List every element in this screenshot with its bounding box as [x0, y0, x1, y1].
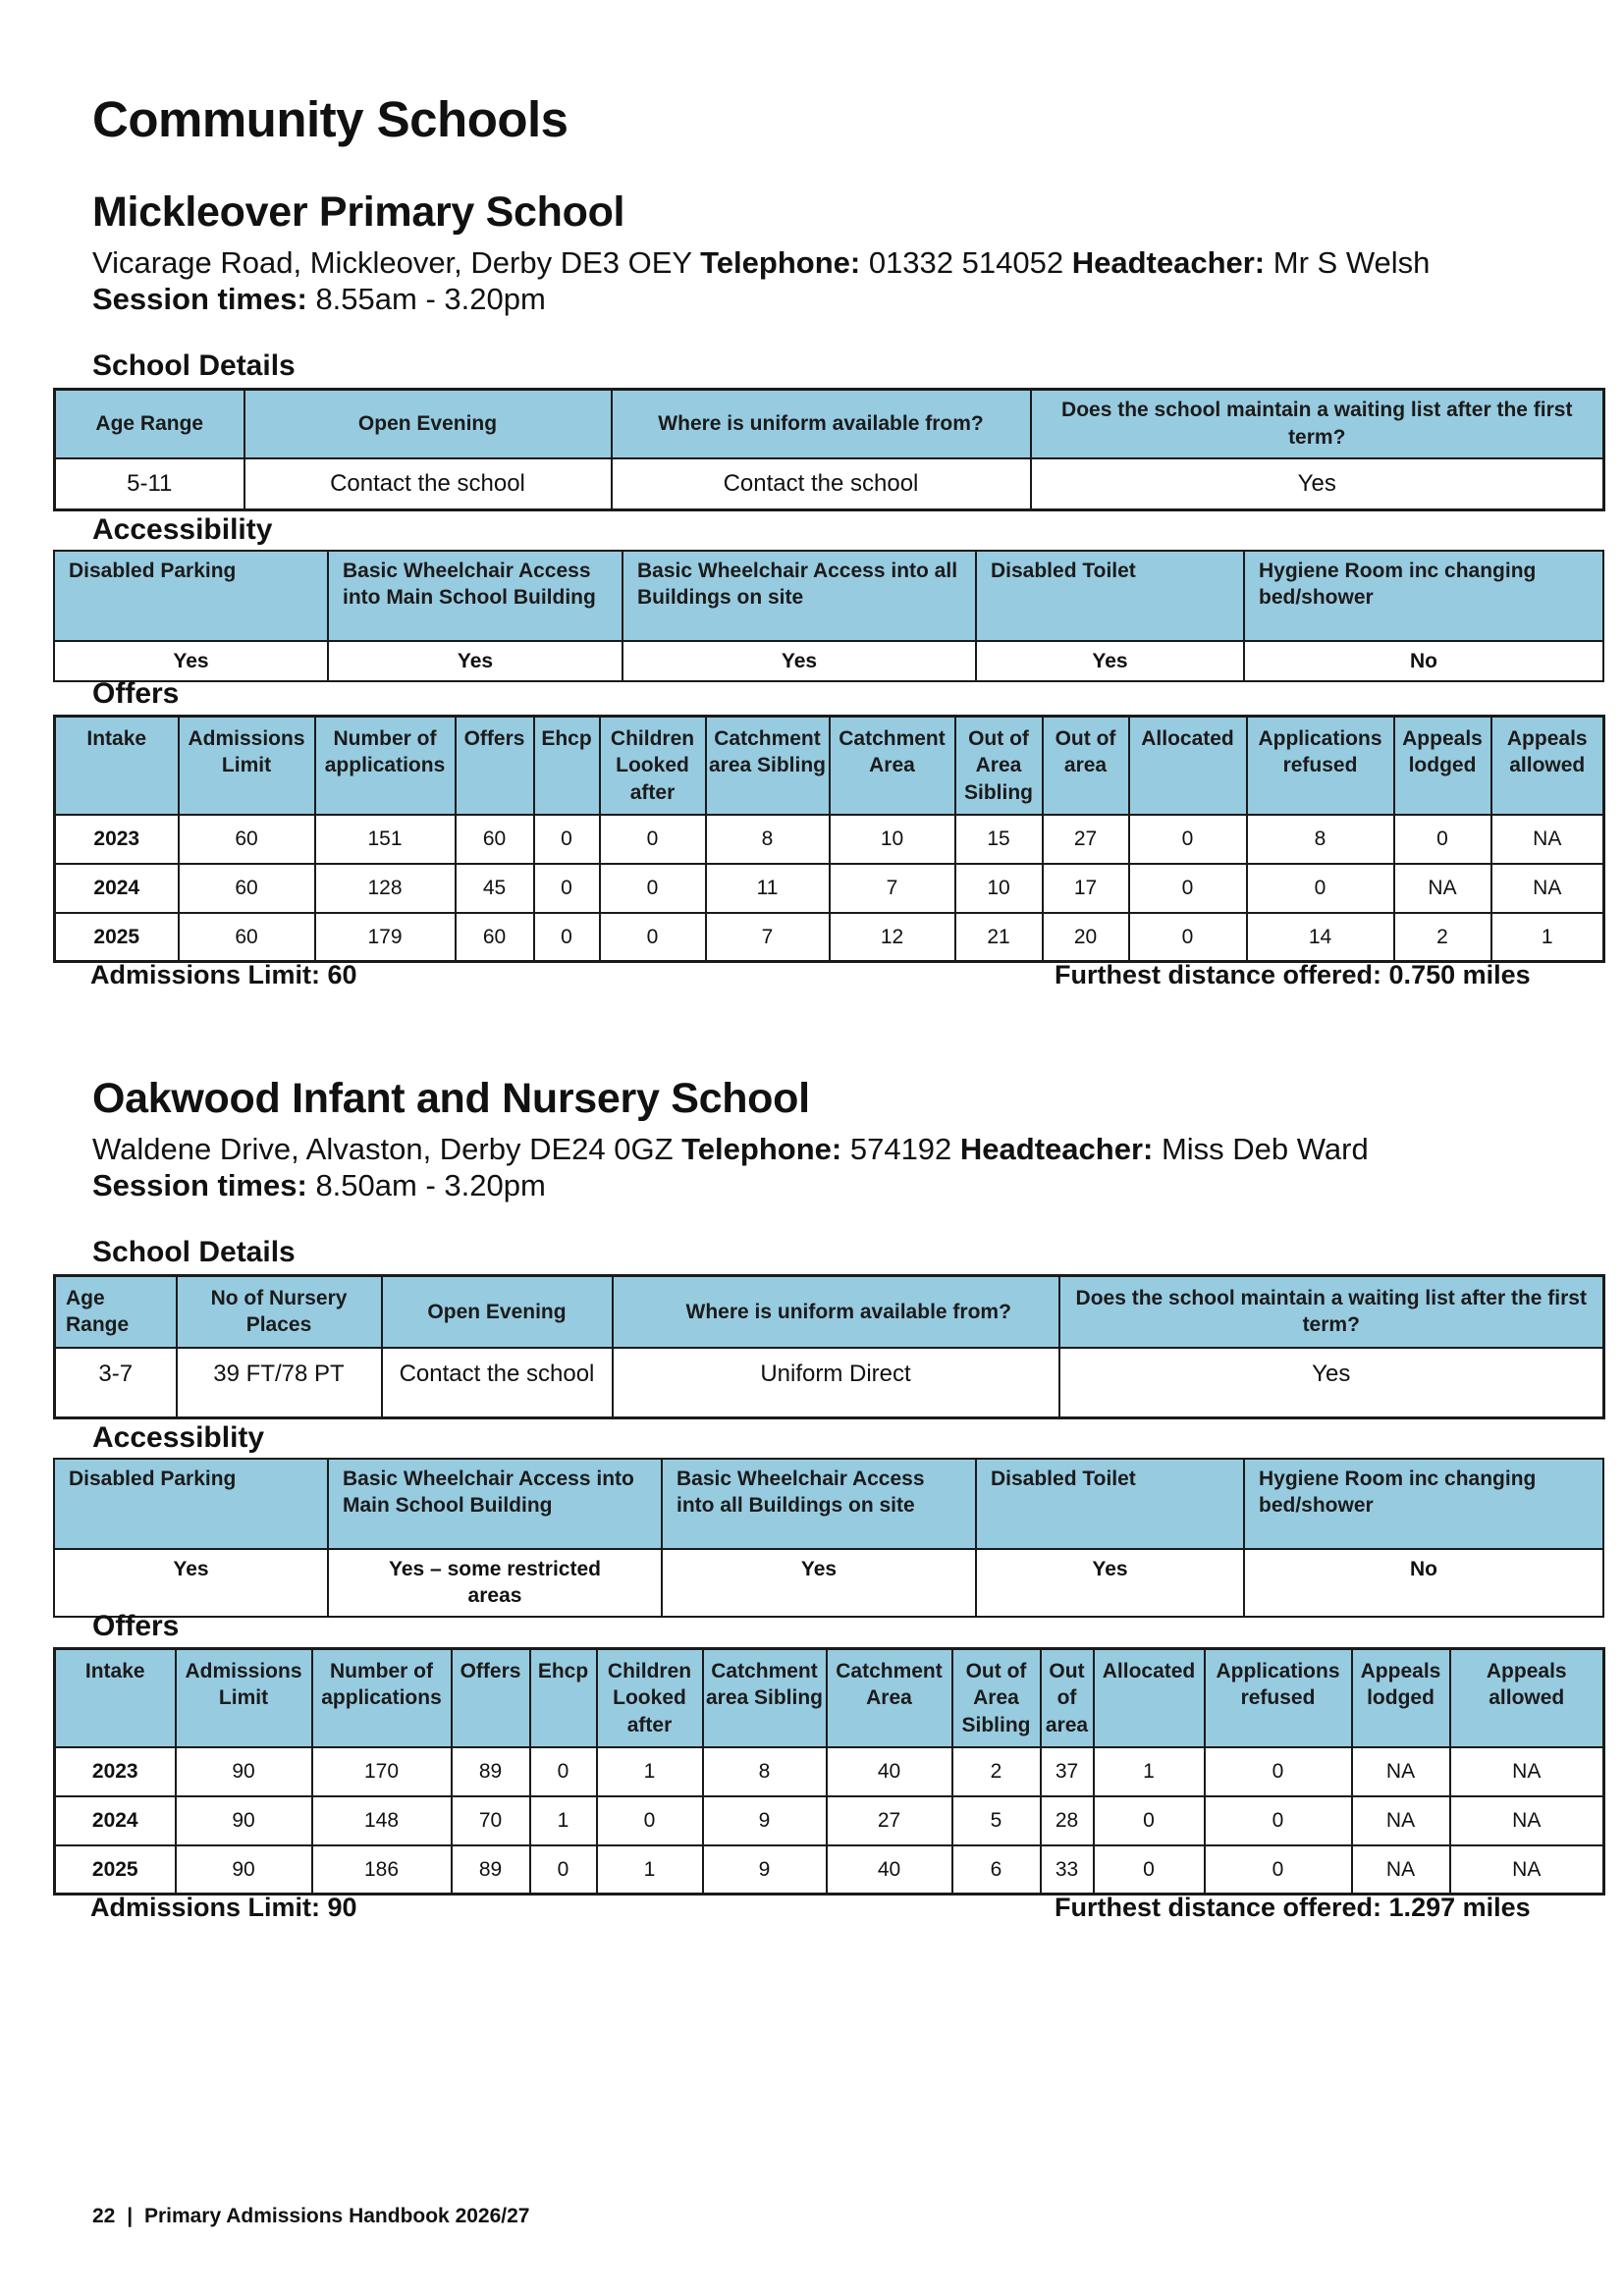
- details-value: Yes: [1059, 1348, 1604, 1418]
- offers-cell: 21: [955, 913, 1043, 962]
- offers-cell: 90: [176, 1796, 312, 1845]
- offers-cell: 0: [1205, 1796, 1352, 1845]
- offers-header: Appeals lodged: [1352, 1649, 1450, 1747]
- accessibility-value: Yes: [54, 641, 328, 681]
- offers-cell: 20: [1043, 913, 1129, 962]
- offers-heading: Offers: [92, 1610, 180, 1642]
- accessibility-header: Basic Wheelchair Access into all Buildings on site: [623, 551, 976, 641]
- offers-header-row: [55, 717, 1604, 815]
- offers-header: Allocated: [1094, 1649, 1205, 1747]
- offers-cell: 90: [176, 1747, 312, 1796]
- offers-header: Admissions Limit: [176, 1649, 312, 1747]
- offers-cell: 8: [703, 1747, 827, 1796]
- accessibility-value: Yes: [54, 1549, 328, 1617]
- accessibility-header: Disabled Parking: [54, 1459, 328, 1549]
- accessibility-header: Disabled Toilet: [976, 1459, 1244, 1549]
- offers-cell: 0: [530, 1845, 597, 1895]
- offers-header: Catchment area Sibling: [703, 1649, 827, 1747]
- offers-cell: 40: [827, 1747, 952, 1796]
- accessibility-heading: Accessiblity: [92, 1421, 265, 1454]
- session-times-line: [92, 282, 546, 317]
- offers-cell: 0: [1247, 864, 1394, 913]
- offers-cell: 151: [315, 815, 456, 864]
- furthest-distance: Furthest distance offered: 1.297 miles: [1055, 1893, 1531, 1922]
- school-contact-line: [92, 245, 1430, 281]
- offers-cell: 0: [534, 815, 600, 864]
- accessibility-header: Hygiene Room inc changing bed/shower: [1244, 1459, 1603, 1549]
- offers-cell: 27: [1043, 815, 1129, 864]
- accessibility-value: Yes: [976, 1549, 1244, 1617]
- accessibility-value: Yes: [976, 641, 1244, 681]
- offers-cell: 8: [706, 815, 830, 864]
- details-header: Does the school maintain a waiting list after the first term?: [1031, 390, 1604, 458]
- details-value: Contact the school: [382, 1348, 613, 1418]
- offers-cell: 7: [830, 864, 955, 913]
- offers-header: Children Looked after: [600, 717, 706, 815]
- school-details-heading: School Details: [92, 349, 296, 382]
- offers-cell: 10: [955, 864, 1043, 913]
- offers-cell: 12: [830, 913, 955, 962]
- offers-cell: 11: [706, 864, 830, 913]
- table-row: [55, 864, 1604, 913]
- school-name: Oakwood Infant and Nursery School: [92, 1075, 810, 1122]
- details-header: No of Nursery Places: [177, 1276, 382, 1348]
- accessibility-header: Basic Wheelchair Access into Main School Building: [328, 551, 623, 641]
- offers-cell: 2024: [55, 1796, 176, 1845]
- offers-cell: 0: [1094, 1845, 1205, 1895]
- offers-cell: 0: [1205, 1845, 1352, 1895]
- headteacher-label: Headteacher:: [959, 1132, 1154, 1166]
- school-contact-line: [92, 1132, 1369, 1167]
- offers-cell: 14: [1247, 913, 1394, 962]
- table-row: [55, 1796, 1604, 1845]
- offers-cell: 70: [452, 1796, 530, 1845]
- headteacher-name: Miss Deb Ward: [1161, 1132, 1369, 1166]
- offers-cell: 1: [1491, 913, 1604, 962]
- offers-header: Out of area: [1041, 1649, 1094, 1747]
- offers-header: Intake: [55, 1649, 176, 1747]
- school-address: Vicarage Road, Mickleover, Derby DE3 OEY: [92, 245, 692, 280]
- offers-header: Out of Area Sibling: [955, 717, 1043, 815]
- offers-cell: 128: [315, 864, 456, 913]
- offers-header-row: [55, 1649, 1604, 1747]
- offers-header: Admissions Limit: [179, 717, 315, 815]
- offers-cell: NA: [1352, 1796, 1450, 1845]
- offers-cell: 17: [1043, 864, 1129, 913]
- accessibility-value: Yes: [662, 1549, 976, 1617]
- offers-cell: 5: [952, 1796, 1041, 1845]
- offers-header: Allocated: [1129, 717, 1247, 815]
- offers-cell: 40: [827, 1845, 952, 1895]
- details-value: 39 FT/78 PT: [177, 1348, 382, 1418]
- offers-cell: 2: [1394, 913, 1491, 962]
- admissions-limit: Admissions Limit: 90: [90, 1893, 357, 1922]
- offers-cell: 2: [952, 1747, 1041, 1796]
- offers-cell: 0: [1129, 815, 1247, 864]
- table-row: [55, 1845, 1604, 1895]
- details-header: Age Range: [55, 1276, 177, 1348]
- offers-cell: 0: [1129, 913, 1247, 962]
- school-details-heading: School Details: [92, 1236, 296, 1268]
- session-label: Session times:: [92, 282, 307, 316]
- details-value: 5-11: [55, 458, 244, 510]
- offers-cell: 1: [530, 1796, 597, 1845]
- table-row: [55, 815, 1604, 864]
- table-row: [55, 1747, 1604, 1796]
- headteacher-label: Headteacher:: [1071, 245, 1266, 280]
- offers-header: Applications refused: [1247, 717, 1394, 815]
- accessibility-header: Basic Wheelchair Access into Main School Building: [328, 1459, 662, 1549]
- offers-header: Appeals lodged: [1394, 717, 1491, 815]
- offers-cell: 8: [1247, 815, 1394, 864]
- offers-cell: 2024: [55, 864, 179, 913]
- telephone-number: 01332 514052: [868, 245, 1064, 280]
- offers-cell: 0: [1094, 1796, 1205, 1845]
- details-header: Does the school maintain a waiting list after the first term?: [1059, 1276, 1604, 1348]
- offers-cell: 186: [312, 1845, 452, 1895]
- offers-cell: 60: [456, 815, 534, 864]
- offers-cell: NA: [1450, 1845, 1604, 1895]
- accessibility-header: Disabled Toilet: [976, 551, 1244, 641]
- offers-cell: 0: [1205, 1747, 1352, 1796]
- offers-table: [53, 1647, 1605, 1896]
- offers-cell: NA: [1352, 1747, 1450, 1796]
- table-row: [55, 913, 1604, 962]
- offers-cell: 179: [315, 913, 456, 962]
- offers-cell: 9: [703, 1796, 827, 1845]
- offers-cell: 90: [176, 1845, 312, 1895]
- offers-header: Number of applications: [312, 1649, 452, 1747]
- offers-cell: 28: [1041, 1796, 1094, 1845]
- offers-cell: 7: [706, 913, 830, 962]
- offers-cell: 2023: [55, 815, 179, 864]
- offers-header: Offers: [452, 1649, 530, 1747]
- details-value: Yes: [1031, 458, 1604, 510]
- furthest-distance: Furthest distance offered: 0.750 miles: [1055, 960, 1531, 989]
- accessibility-header: Hygiene Room inc changing bed/shower: [1244, 551, 1603, 641]
- accessibility-heading: Accessibility: [92, 513, 273, 546]
- offers-header: Appeals allowed: [1450, 1649, 1604, 1747]
- details-header: Age Range: [55, 390, 244, 458]
- offers-cell: 33: [1041, 1845, 1094, 1895]
- offers-cell: 15: [955, 815, 1043, 864]
- accessibility-value: No: [1244, 641, 1603, 681]
- offers-cell: 60: [456, 913, 534, 962]
- offers-header: Ehcp: [530, 1649, 597, 1747]
- offers-header: Applications refused: [1205, 1649, 1352, 1747]
- offers-cell: 0: [1394, 815, 1491, 864]
- details-value: 3-7: [55, 1348, 177, 1418]
- offers-cell: 45: [456, 864, 534, 913]
- details-value: Contact the school: [244, 458, 612, 510]
- offers-cell: 1: [597, 1845, 703, 1895]
- session-times: 8.50am - 3.20pm: [315, 1168, 546, 1202]
- details-header: Where is uniform available from?: [612, 390, 1031, 458]
- offers-cell: 89: [452, 1845, 530, 1895]
- accessibility-value: Yes – some restricted areas: [328, 1549, 662, 1617]
- details-value: Contact the school: [612, 458, 1031, 510]
- offers-cell: 2025: [55, 1845, 176, 1895]
- offers-cell: NA: [1450, 1747, 1604, 1796]
- details-value: Uniform Direct: [613, 1348, 1059, 1418]
- accessibility-table: [53, 550, 1604, 682]
- offers-cell: 1: [597, 1747, 703, 1796]
- offers-cell: 0: [600, 913, 706, 962]
- session-label: Session times:: [92, 1168, 307, 1202]
- accessibility-header: Disabled Parking: [54, 551, 328, 641]
- accessibility-value: Yes: [328, 641, 623, 681]
- offers-cell: 6: [952, 1845, 1041, 1895]
- handbook-title: Primary Admissions Handbook 2026/27: [143, 2205, 530, 2227]
- admissions-limit: Admissions Limit: 60: [90, 960, 357, 989]
- offers-cell: NA: [1450, 1796, 1604, 1845]
- offers-header: Catchment Area: [830, 717, 955, 815]
- accessibility-value: No: [1244, 1549, 1603, 1617]
- offers-header: Ehcp: [534, 717, 600, 815]
- offers-header: Appeals allowed: [1491, 717, 1604, 815]
- offers-cell: 0: [600, 864, 706, 913]
- telephone-number: 574192: [849, 1132, 952, 1166]
- offers-header: Out of Area Sibling: [952, 1649, 1041, 1747]
- offers-header: Catchment area Sibling: [706, 717, 830, 815]
- offers-cell: 170: [312, 1747, 452, 1796]
- offers-cell: NA: [1394, 864, 1491, 913]
- school-address: Waldene Drive, Alvaston, Derby DE24 0GZ: [92, 1132, 674, 1166]
- offers-cell: 0: [600, 815, 706, 864]
- offers-table: [53, 715, 1605, 963]
- details-header: Open Evening: [382, 1276, 613, 1348]
- offers-cell: NA: [1491, 864, 1604, 913]
- offers-cell: 0: [597, 1796, 703, 1845]
- offers-cell: 2023: [55, 1747, 176, 1796]
- session-times: 8.55am - 3.20pm: [315, 282, 546, 316]
- page-number: 22: [92, 2205, 116, 2227]
- offers-cell: 37: [1041, 1747, 1094, 1796]
- offers-header: Number of applications: [315, 717, 456, 815]
- footer-separator: |: [127, 2205, 134, 2227]
- offers-header: Catchment Area: [827, 1649, 952, 1747]
- page-footer: [92, 2205, 529, 2228]
- telephone-label: Telephone:: [681, 1132, 842, 1166]
- offers-cell: 9: [703, 1845, 827, 1895]
- offers-header: Intake: [55, 717, 179, 815]
- offers-cell: 60: [179, 913, 315, 962]
- session-times-line: [92, 1168, 546, 1203]
- headteacher-name: Mr S Welsh: [1272, 245, 1431, 280]
- offers-heading: Offers: [92, 677, 180, 710]
- offers-cell: 0: [1129, 864, 1247, 913]
- offers-cell: 2025: [55, 913, 179, 962]
- page-title: Community Schools: [92, 91, 568, 147]
- offers-cell: 60: [179, 815, 315, 864]
- offers-cell: NA: [1352, 1845, 1450, 1895]
- offers-cell: 0: [534, 864, 600, 913]
- offers-header: Out of area: [1043, 717, 1129, 815]
- offers-cell: NA: [1491, 815, 1604, 864]
- telephone-label: Telephone:: [700, 245, 861, 280]
- offers-cell: 10: [830, 815, 955, 864]
- offers-cell: 148: [312, 1796, 452, 1845]
- offers-header: Offers: [456, 717, 534, 815]
- offers-header: Children Looked after: [597, 1649, 703, 1747]
- offers-cell: 0: [530, 1747, 597, 1796]
- offers-cell: 60: [179, 864, 315, 913]
- details-header: Where is uniform available from?: [613, 1276, 1059, 1348]
- offers-cell: 0: [534, 913, 600, 962]
- accessibility-table: [53, 1458, 1604, 1618]
- offers-cell: 1: [1094, 1747, 1205, 1796]
- school-details-table: [53, 1274, 1605, 1419]
- details-header: Open Evening: [244, 390, 612, 458]
- school-name: Mickleover Primary School: [92, 188, 625, 236]
- accessibility-value: Yes: [623, 641, 976, 681]
- offers-cell: 89: [452, 1747, 530, 1796]
- accessibility-header: Basic Wheelchair Access into all Buildings on site: [662, 1459, 976, 1549]
- school-details-table: [53, 388, 1605, 511]
- offers-cell: 27: [827, 1796, 952, 1845]
